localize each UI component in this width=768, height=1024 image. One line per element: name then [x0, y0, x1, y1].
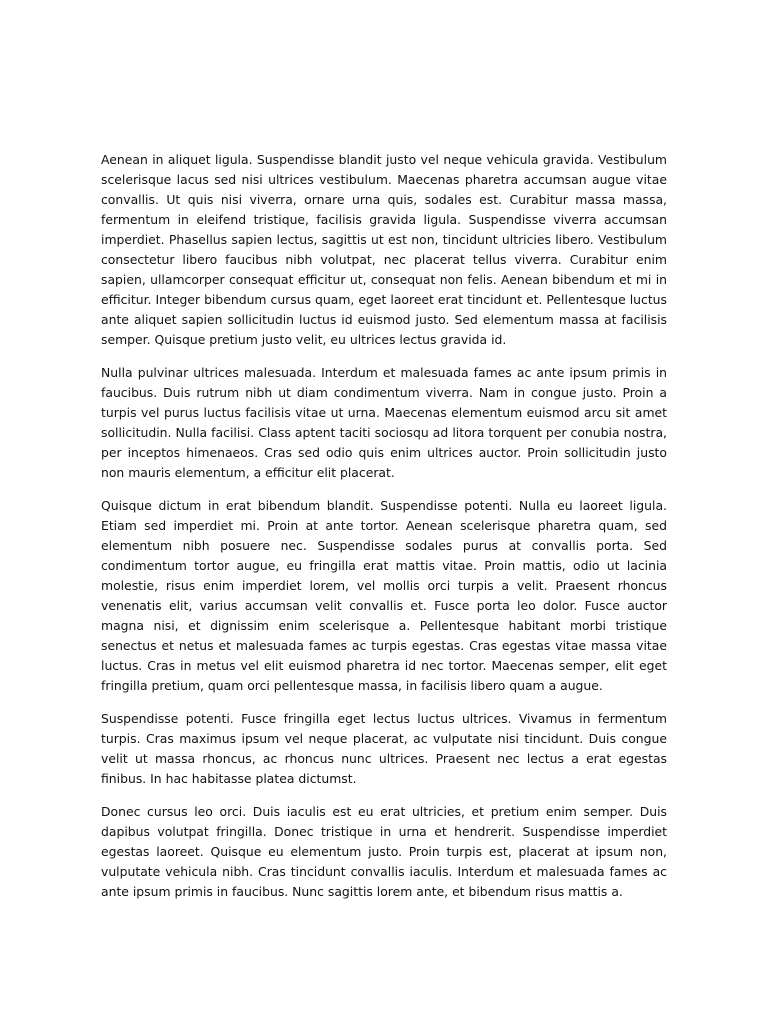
- paragraph-3: Quisque dictum in erat bibendum blandit. Suspendisse potenti. Nulla eu laoreet ligula. Etiam sed imperdiet mi. Proin at ante tortor. Aenean scelerisque pharetra quam, sed elementum nibh posuere nec. Suspendisse sodales purus at convallis porta. Sed condimentum tortor augue, eu fringilla erat mattis vitae. Proin mattis, odio ut lacinia molestie, risus enim imperdiet lorem, vel mollis orci turpis a velit. Praesent rhoncus venenatis elit, varius accumsan velit convallis et. Fusce porta leo dolor. Fusce auctor magna nisi, et dignissim enim scelerisque a. Pellentesque habitant morbi tristique senectus et netus et malesuada fames ac turpis egestas. Cras egestas vitae massa vitae luctus. Cras in metus vel elit euismod pharetra id nec tortor. Maecenas semper, elit eget fringilla pretium, quam orci pellentesque massa, in facilisis libero quam a augue.: [101, 498, 667, 693]
- paragraph-4: Suspendisse potenti. Fusce fringilla eget lectus luctus ultrices. Vivamus in fermentum turpis. Cras maximus ipsum vel neque placerat, ac vulputate nisi tincidunt. Duis congue velit ut massa rhoncus, ac rhoncus nunc ultrices. Praesent nec lectus a erat egestas finibus. In hac habitasse platea dictumst.: [101, 711, 667, 786]
- paragraph-2: Nulla pulvinar ultrices malesuada. Interdum et malesuada fames ac ante ipsum primis in faucibus. Duis rutrum nibh ut diam condimentum viverra. Nam in congue justo. Proin a turpis vel purus luctus facilisis vitae ut urna. Maecenas elementum euismod arcu sit amet sollicitudin. Nulla facilisi. Class aptent taciti sociosqu ad litora torquent per conubia nostra, per inceptos himenaeos. Cras sed odio quis enim ultrices auctor. Proin sollicitudin justo non mauris elementum, a efficitur elit placerat.: [101, 365, 667, 480]
- paragraph-1: Aenean in aliquet ligula. Suspendisse blandit justo vel neque vehicula gravida. Vestibulum scelerisque lacus sed nisi ultrices vestibulum. Maecenas pharetra accumsan augue vitae convallis. Ut quis nisi viverra, ornare urna quis, sodales est. Curabitur massa massa, fermentum in eleifend tristique, facilisis gravida ligula. Suspendisse viverra accumsan imperdiet. Phasellus sapien lectus, sagittis ut est non, tincidunt ultricies libero. Vestibulum consectetur libero faucibus nibh volutpat, nec placerat tellus viverra. Curabitur enim sapien, ullamcorper consequat efficitur ut, consequat non felis. Aenean bibendum et mi in efficitur. Integer bibendum cursus quam, eget laoreet erat tincidunt et. Pellentesque luctus ante aliquet sapien sollicitudin luctus id euismod justo. Sed elementum massa at facilisis semper. Quisque pretium justo velit, eu ultrices lectus gravida id.: [101, 152, 667, 347]
- document-body: [101, 150, 667, 915]
- paragraph-5: Donec cursus leo orci. Duis iaculis est eu erat ultricies, et pretium enim semper. Duis dapibus volutpat fringilla. Donec tristique in urna et hendrerit. Suspendisse imperdiet egestas laoreet. Quisque eu elementum justo. Proin turpis est, placerat at ipsum non, vulputate vehicula nibh. Cras tincidunt convallis iaculis. Interdum et malesuada fames ac ante ipsum primis in faucibus. Nunc sagittis lorem ante, et bibendum risus mattis a.: [101, 804, 667, 899]
